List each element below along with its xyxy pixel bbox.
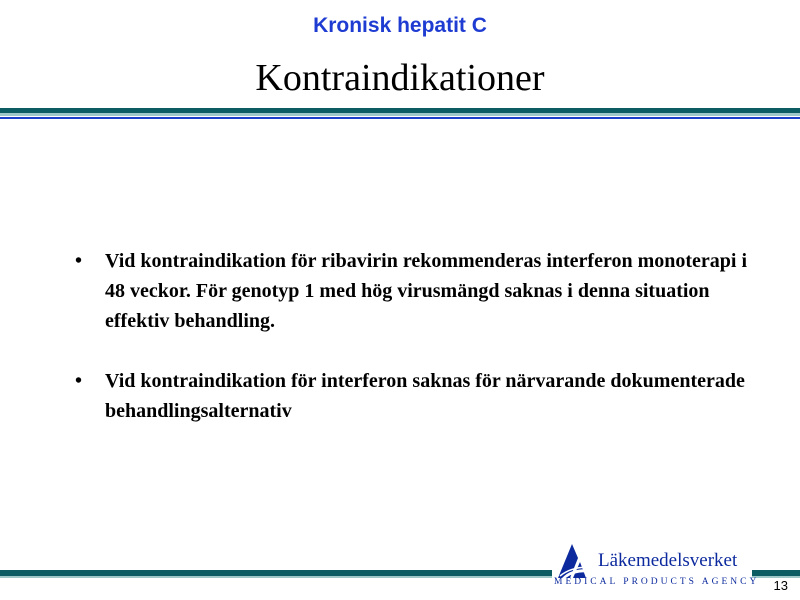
top-divider bbox=[0, 108, 800, 120]
agency-tagline: MEDICAL PRODUCTS AGENCY bbox=[554, 577, 760, 587]
slide-title: Kontraindikationer bbox=[255, 57, 545, 99]
bullet-item bbox=[75, 366, 755, 426]
agency-logo bbox=[552, 540, 760, 592]
lakemedelsverket-logo-icon bbox=[556, 540, 596, 580]
page-number: 13 bbox=[773, 578, 788, 593]
bullet-list bbox=[75, 246, 755, 456]
slide-subtitle: Kronisk hepatit C bbox=[313, 14, 487, 37]
bullet-marker: • bbox=[75, 250, 83, 272]
bullet-text: Vid kontraindikation för interferon saknas för närvarande dokumenterade behandlingsalternativ bbox=[105, 370, 745, 422]
bullet-text: Vid kontraindikation för ribavirin rekommenderas interferon monoterapi i 48 veckor. För genotyp 1 med hög virusmängd saknas i denna situation effektiv behandling. bbox=[105, 250, 748, 332]
bullet-marker: • bbox=[75, 370, 83, 392]
agency-name: Läkemedelsverket bbox=[598, 550, 738, 571]
bullet-item bbox=[75, 246, 755, 336]
